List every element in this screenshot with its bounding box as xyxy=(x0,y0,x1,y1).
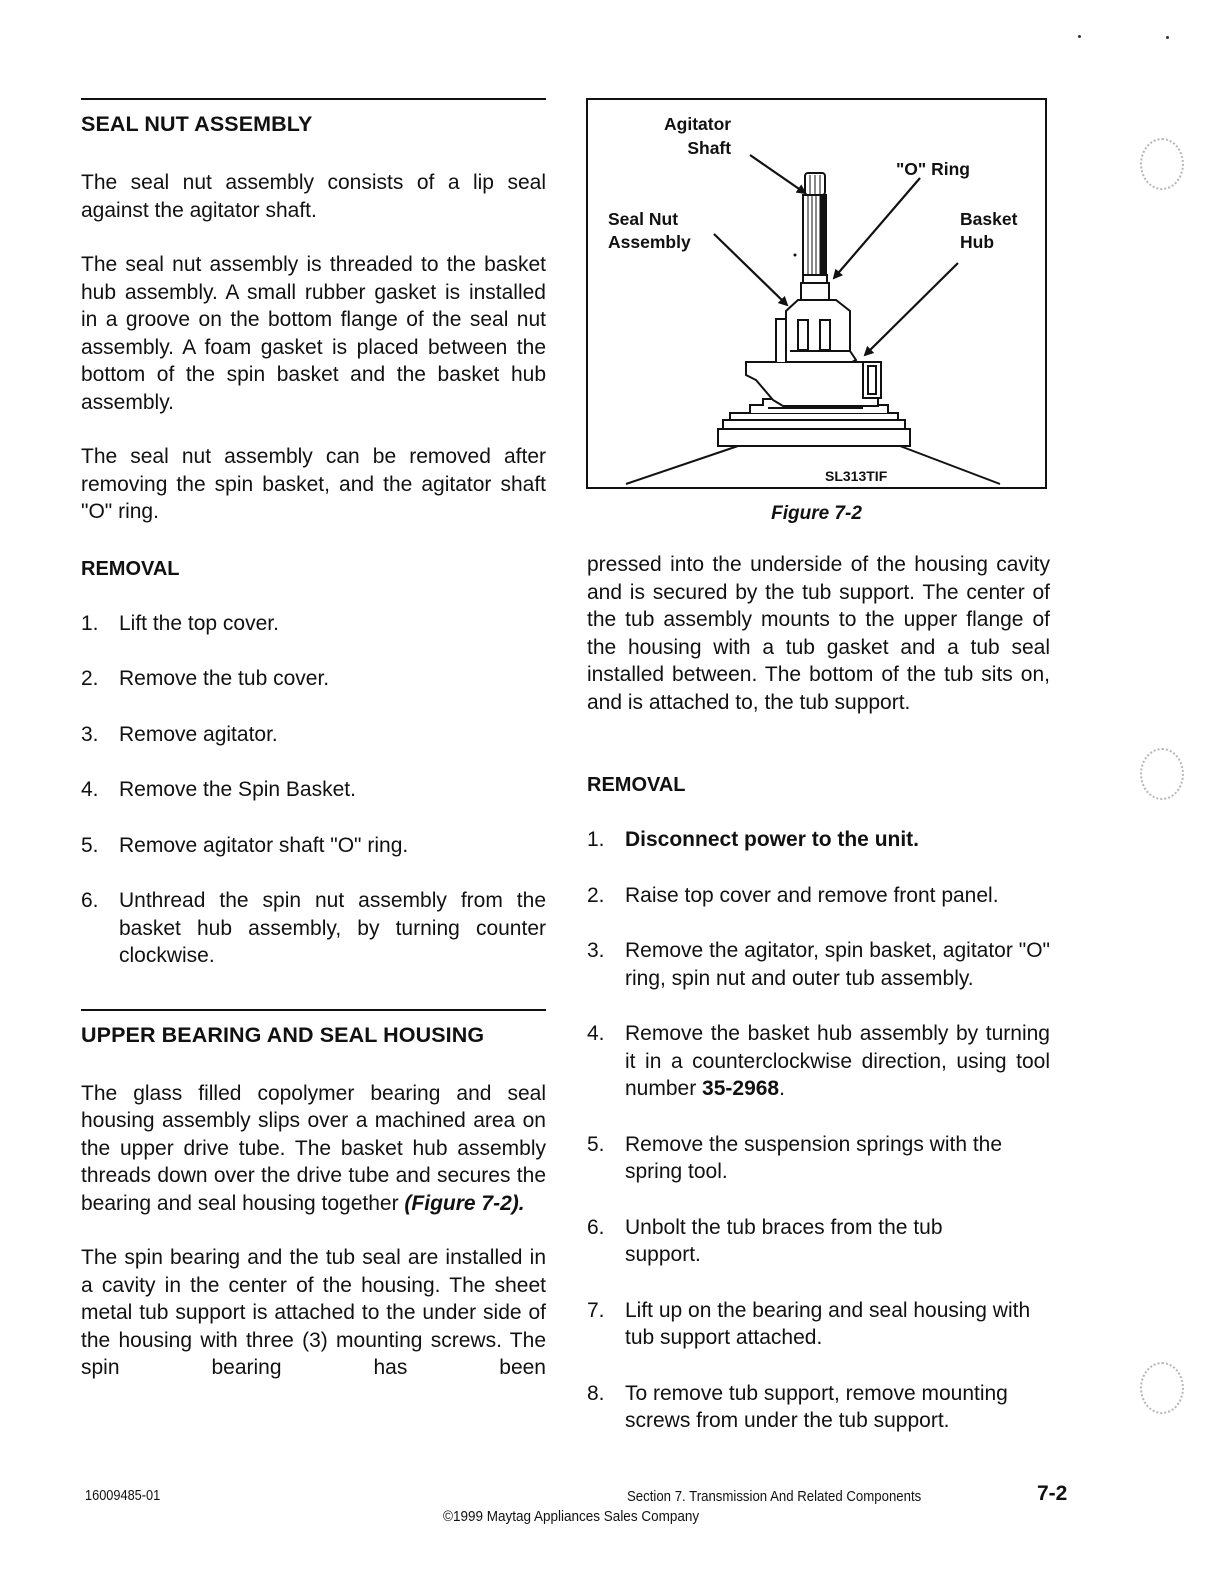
list-item xyxy=(587,1020,1050,1103)
label-line: Agitator xyxy=(664,114,732,134)
arrow-agitator-shaft xyxy=(750,155,805,193)
paragraph: The spin bearing and the tub seal are installed in a cavity in the center of the housing. The sheet metal tub support is attached to the under side of the housing with three (3) mounting screws. The spin bearing has been xyxy=(81,1246,546,1379)
arrow-o-ring xyxy=(834,178,920,278)
step-text: Remove the tub cover. xyxy=(119,667,330,690)
list-item xyxy=(587,1131,1050,1186)
step-number: 7. xyxy=(587,1298,605,1322)
step-text: Remove agitator. xyxy=(119,722,278,746)
figure-reference-link[interactable]: (Figure 7-2). xyxy=(404,1191,525,1215)
step-text xyxy=(625,1020,1050,1103)
figure-code: SL313TIF xyxy=(825,468,888,484)
step-text: Remove the Spin Basket. xyxy=(119,778,356,801)
list-item xyxy=(81,776,546,804)
section-rule xyxy=(81,98,546,100)
list-item xyxy=(81,665,546,693)
section-heading-upper-bearing: UPPER BEARING AND SEAL HOUSING xyxy=(81,1022,485,1047)
label-agitator-shaft xyxy=(664,112,731,160)
list-item xyxy=(587,882,1050,910)
footer-page-number: 7-2 xyxy=(1037,1482,1068,1505)
label-o-ring: "O" Ring xyxy=(896,159,970,179)
list-item xyxy=(81,832,546,860)
list-item xyxy=(81,610,546,638)
step-text-warning: Disconnect power to the unit. xyxy=(625,828,920,851)
left-column xyxy=(81,98,546,1382)
label-basket-hub xyxy=(960,208,1017,254)
step-number: 4. xyxy=(81,778,99,801)
list-item xyxy=(587,937,1050,992)
section-heading-seal-nut: SEAL NUT ASSEMBLY xyxy=(81,112,313,136)
label-seal-nut-assembly xyxy=(608,208,691,254)
step-number: 4. xyxy=(587,1022,605,1045)
step-text-part: . xyxy=(779,1077,785,1100)
footer-part-number: 16009485-01 xyxy=(85,1488,161,1504)
step-text: Remove the agitator, spin basket, agitator "O" ring, spin nut and outer tub assembly. xyxy=(625,939,1050,990)
step-number: 3. xyxy=(81,722,99,746)
paragraph: The seal nut assembly is threaded to the basket hub assembly. A small rubber gasket is installed in a groove on the bottom flange of the seal nut assembly. A foam gasket is placed between the bottom of the spin basket and the basket hub assembly. xyxy=(81,253,546,414)
scan-speck xyxy=(1078,35,1081,38)
step-number: 6. xyxy=(587,1215,605,1239)
right-column xyxy=(587,551,1050,1435)
removal-steps-list xyxy=(81,610,546,970)
punch-hole-mark xyxy=(1140,748,1184,800)
subheading-removal: REMOVAL xyxy=(587,774,686,796)
step-number: 5. xyxy=(81,833,99,857)
step-number: 8. xyxy=(587,1381,605,1405)
paragraph: The seal nut assembly can be removed after removing the spin basket, and the agitator shaft "O" ring. xyxy=(81,445,546,523)
punch-hole-mark xyxy=(1140,138,1184,190)
arrow-seal-nut xyxy=(714,234,787,305)
step-number: 6. xyxy=(81,889,99,912)
step-text-part: Remove the basket hub assembly by turning it in a counterclockwise direction, using tool number xyxy=(625,1022,1050,1100)
list-item xyxy=(81,721,546,749)
paragraph xyxy=(81,1080,546,1218)
paragraph: pressed into the underside of the housing cavity and is secured by the tub support. The center of the tub assembly mounts to the upper flange of the housing with a tub gasket and a tub seal installed between. The bottom of the tub sits on, and is attached to, the tub support. xyxy=(587,553,1050,714)
figure-7-2 xyxy=(586,98,1047,489)
label-line: Shaft xyxy=(687,138,732,158)
step-number: 2. xyxy=(587,883,605,907)
subheading-removal: REMOVAL xyxy=(81,557,180,580)
step-text: Remove agitator shaft "O" ring. xyxy=(119,833,409,857)
list-item xyxy=(587,1214,1050,1269)
section-rule xyxy=(81,1009,546,1011)
list-item xyxy=(587,826,1050,854)
label-line: Basket xyxy=(960,209,1018,229)
step-text: Lift the top cover. xyxy=(119,611,279,635)
step-text: To remove tub support, remove mounting screws from under the tub support. xyxy=(625,1381,1008,1432)
footer-section-title: Section 7. Transmission And Related Components xyxy=(627,1488,922,1505)
punch-hole-mark xyxy=(1140,1362,1184,1414)
step-number: 1. xyxy=(81,611,99,635)
step-number: 5. xyxy=(587,1132,605,1156)
step-number: 1. xyxy=(587,828,605,851)
step-text: Unthread the spin nut assembly from the basket hub assembly, by turning counter clockwise. xyxy=(119,889,546,967)
step-text: Remove the suspension springs with the spring tool. xyxy=(625,1132,1003,1183)
label-line: Seal Nut xyxy=(608,209,679,229)
step-number: 3. xyxy=(587,939,605,962)
paragraph-text: The glass filled copolymer bearing and seal housing assembly slips over a machined area on the upper drive tube. The basket hub assembly threads down over the drive tube and secures the bearing and seal housing together xyxy=(81,1081,546,1215)
arrow-basket-hub xyxy=(865,263,958,355)
scan-speck xyxy=(1166,36,1169,39)
step-text: Raise top cover and remove front panel. xyxy=(625,883,999,907)
step-number: 2. xyxy=(81,667,99,690)
footer-copyright: ©1999 Maytag Appliances Sales Company xyxy=(443,1508,700,1525)
removal-steps-list xyxy=(587,826,1050,1435)
paragraph: The seal nut assembly consists of a lip seal against the agitator shaft. xyxy=(81,171,546,222)
label-line: Assembly xyxy=(608,232,691,252)
figure-caption: Figure 7-2 xyxy=(771,503,862,524)
list-item xyxy=(81,887,546,970)
step-text: Unbolt the tub braces from the tub support. xyxy=(625,1215,943,1266)
step-text: Lift up on the bearing and seal housing with tub support attached. xyxy=(625,1298,1031,1349)
list-item xyxy=(587,1380,1050,1435)
label-line: Hub xyxy=(960,232,995,252)
seal-nut-assembly-diagram xyxy=(588,100,1045,487)
list-item xyxy=(587,1297,1050,1352)
tool-number: 35-2968 xyxy=(702,1077,780,1100)
